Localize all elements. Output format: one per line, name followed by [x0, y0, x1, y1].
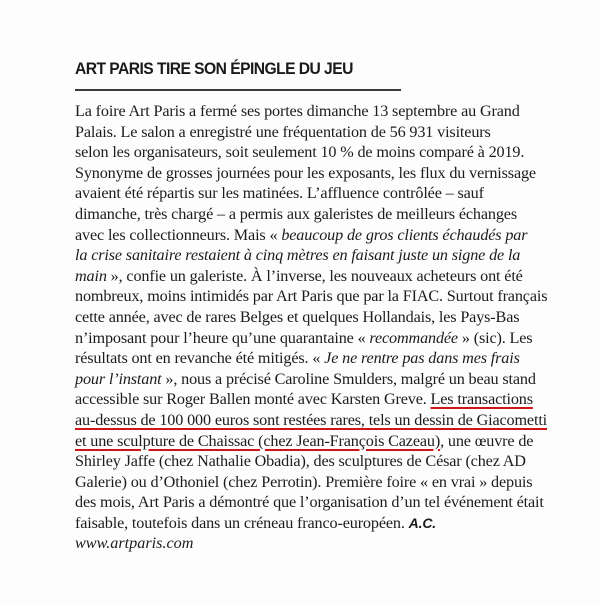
text-segment: dimanche, très chargé – a permis aux galeristes de meilleurs échanges: [75, 204, 517, 223]
text-segment: Synonyme de grosses journées pour les exposants, les flux du vernissage: [75, 163, 536, 182]
body-line: [75, 286, 548, 307]
body-line: [75, 328, 545, 349]
highlighted-text: et une sculpture de Chaissac (chez Jean-François Cazeau): [75, 431, 441, 450]
article-url[interactable]: www.artparis.com: [75, 534, 194, 553]
text-segment: beaucoup de gros clients échaudés par: [281, 225, 528, 244]
article-body: [75, 101, 548, 533]
text-segment: accessible sur Roger Ballen monté avec Karsten Greve.: [75, 390, 431, 409]
body-line: [75, 472, 545, 493]
text-segment: main: [75, 266, 107, 285]
text-segment: selon les organisateurs, soit seulement 10 % de moins comparé à 2019.: [75, 143, 525, 162]
body-line: [75, 183, 545, 204]
body-line: [75, 369, 545, 390]
article-title: ART PARIS TIRE SON ÉPINGLE DU JEU: [75, 59, 353, 78]
text-segment: , une œuvre de: [440, 431, 534, 450]
highlighted-text: au-dessus de 100 000 euros sont restées rares, tels un dessin de Giacometti: [75, 410, 548, 429]
title-rule: [75, 89, 401, 91]
body-line: [75, 266, 545, 287]
text-segment: Shirley Jaffe (chez Nathalie Obadia), des sculptures de César (chez AD: [75, 452, 526, 471]
text-segment: » (sic). Les: [457, 328, 533, 347]
body-line: [75, 122, 545, 143]
text-segment: n’imposant pour l’heure qu’une quarantaine «: [75, 328, 370, 347]
body-line: [75, 389, 545, 410]
body-line: [75, 142, 545, 163]
text-segment: recommandée: [369, 328, 458, 347]
text-segment: la crise sanitaire restaient à cinq mètres en faisant juste un signe de la: [75, 246, 521, 265]
author-signature: A.C.: [408, 514, 437, 531]
body-line: [75, 513, 545, 534]
text-segment: », confie un galeriste. À l’inverse, les nouveaux acheteurs ont été: [106, 266, 523, 285]
text-segment: La foire Art Paris a fermé ses portes dimanche 13 septembre au Grand: [75, 102, 520, 120]
text-segment: cette année, avec de rares Belges et quelques Hollandais, les Pays-Bas: [75, 307, 520, 326]
body-line: [75, 492, 545, 513]
body-line: [75, 225, 545, 246]
text-segment: faisable, toutefois dans un créneau franco-européen.: [75, 513, 409, 532]
body-line: [75, 410, 548, 431]
text-segment: nombreux, moins intimidés par Art Paris que par la FIAC. Surtout français: [75, 287, 548, 306]
text-segment: », nous a précisé Caroline Smulders, malgré un beau stand: [161, 369, 536, 388]
body-line: [75, 245, 545, 266]
body-line: [75, 163, 545, 184]
body-line: [75, 307, 545, 328]
text-segment: Palais. Le salon a enregistré une fréquentation de 56 931 visiteurs: [75, 122, 491, 141]
text-segment: Je ne rentre pas dans mes frais: [324, 349, 520, 368]
body-line: [75, 348, 545, 369]
body-line: [75, 204, 545, 225]
text-segment: avec les collectionneurs. Mais «: [75, 225, 282, 244]
body-line: [75, 431, 545, 452]
body-line: [75, 451, 545, 472]
highlighted-text: Les transactions: [430, 390, 533, 409]
body-line: [75, 101, 545, 122]
text-segment: résultats ont en revanche été mitigés. «: [75, 349, 325, 368]
text-segment: pour l’instant: [75, 369, 162, 388]
text-segment: Galerie) ou d’Othoniel (chez Perrotin). Première foire « en vrai » depuis: [75, 472, 533, 491]
article: [75, 58, 548, 554]
text-segment: avaient été répartis sur les matinées. L’affluence contrôlée – sauf: [75, 184, 484, 203]
text-segment: des mois, Art Paris a démontré que l’organisation d’un tel événement était: [75, 493, 544, 512]
